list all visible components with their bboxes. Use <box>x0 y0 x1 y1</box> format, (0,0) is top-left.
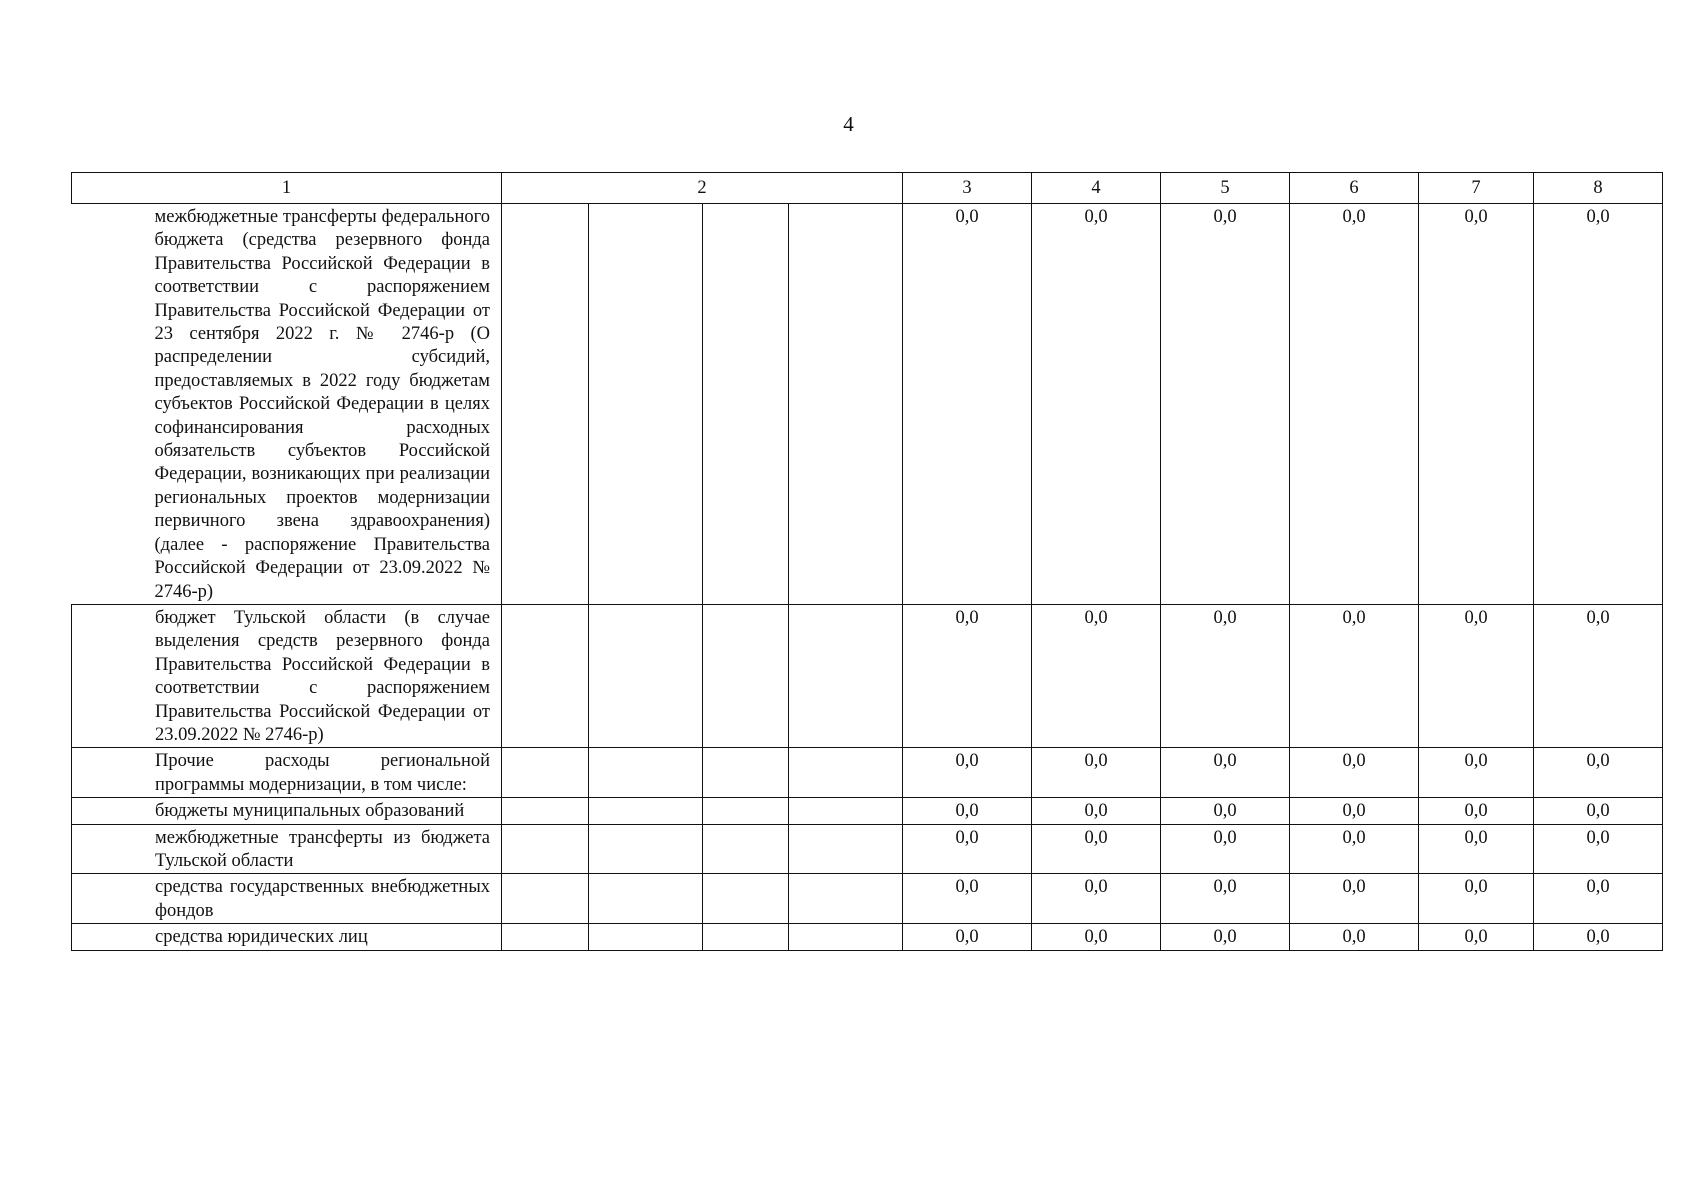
header-cell-col-5: 5 <box>1161 173 1290 204</box>
row-label: средства юридических лиц <box>72 924 502 950</box>
empty-cell <box>789 748 903 798</box>
header-cell-col-8: 8 <box>1534 173 1663 204</box>
row-label: бюджеты муниципальных образований <box>72 798 502 824</box>
value-cell-col-3: 0,0 <box>903 824 1032 874</box>
empty-cell <box>789 874 903 924</box>
value-cell-col-3: 0,0 <box>903 874 1032 924</box>
row-label: бюджет Тульской области (в случае выделения средств резервного фонда Правительства Российской Федерации в соответствии с распоряжением Правительства Российской Федерации от 23.09.2022 № 2746-р) <box>72 604 502 747</box>
value-cell-col-8: 0,0 <box>1534 604 1663 747</box>
empty-cell <box>502 824 589 874</box>
table-row <box>72 824 1663 874</box>
value-cell-col-6: 0,0 <box>1290 748 1419 798</box>
empty-cell <box>703 798 789 824</box>
empty-cell <box>589 874 703 924</box>
table-row <box>72 204 1663 605</box>
value-cell-col-5: 0,0 <box>1161 604 1290 747</box>
table-row <box>72 874 1663 924</box>
value-cell-col-5: 0,0 <box>1161 874 1290 924</box>
empty-cell <box>789 604 903 747</box>
value-cell-col-3: 0,0 <box>903 924 1032 950</box>
header-cell-col-4: 4 <box>1032 173 1161 204</box>
value-cell-col-3: 0,0 <box>903 204 1032 605</box>
value-cell-col-5: 0,0 <box>1161 748 1290 798</box>
header-cell-col-7: 7 <box>1419 173 1534 204</box>
row-label: межбюджетные трансферты из бюджета Тульской области <box>72 824 502 874</box>
value-cell-col-8: 0,0 <box>1534 874 1663 924</box>
value-cell-col-6: 0,0 <box>1290 204 1419 605</box>
value-cell-col-4: 0,0 <box>1032 798 1161 824</box>
value-cell-col-8: 0,0 <box>1534 924 1663 950</box>
value-cell-col-6: 0,0 <box>1290 824 1419 874</box>
empty-cell <box>789 924 903 950</box>
header-cell-col-1: 1 <box>72 173 502 204</box>
value-cell-col-7: 0,0 <box>1419 874 1534 924</box>
value-cell-col-7: 0,0 <box>1419 748 1534 798</box>
empty-cell <box>703 604 789 747</box>
value-cell-col-4: 0,0 <box>1032 874 1161 924</box>
value-cell-col-6: 0,0 <box>1290 874 1419 924</box>
empty-cell <box>589 748 703 798</box>
value-cell-col-7: 0,0 <box>1419 204 1534 605</box>
table-row <box>72 798 1663 824</box>
empty-cell <box>703 924 789 950</box>
value-cell-col-6: 0,0 <box>1290 924 1419 950</box>
empty-cell <box>589 204 703 605</box>
value-cell-col-3: 0,0 <box>903 748 1032 798</box>
value-cell-col-6: 0,0 <box>1290 798 1419 824</box>
value-cell-col-7: 0,0 <box>1419 604 1534 747</box>
empty-cell <box>703 824 789 874</box>
empty-cell <box>502 924 589 950</box>
empty-cell <box>589 824 703 874</box>
empty-cell <box>502 604 589 747</box>
empty-cell <box>789 204 903 605</box>
header-cell-col-6: 6 <box>1290 173 1419 204</box>
value-cell-col-7: 0,0 <box>1419 798 1534 824</box>
row-label: межбюджетные трансферты федерального бюджета (средства резервного фонда Правительства Российской Федерации в соответствии с распоряжением Правительства Российской Федерации от 23 сентября 2022 г. № 2746-р (О распределении субсидий, предоставляемых в 2022 году бюджетам субъектов Российской Федерации в целях софинансирования расходных обязательств субъектов Российской Федерации, возникающих при реализации региональных проектов модернизации первичного звена здравоохранения) (далее - распоряжение Правительства Российской Федерации от 23.09.2022 № 2746-р) <box>72 204 502 605</box>
budget-table <box>71 172 1663 951</box>
value-cell-col-5: 0,0 <box>1161 204 1290 605</box>
table-header-row <box>72 173 1663 204</box>
empty-cell <box>589 798 703 824</box>
table-row <box>72 924 1663 950</box>
value-cell-col-8: 0,0 <box>1534 204 1663 605</box>
value-cell-col-4: 0,0 <box>1032 924 1161 950</box>
empty-cell <box>703 748 789 798</box>
table-row <box>72 748 1663 798</box>
header-cell-col-2: 2 <box>502 173 903 204</box>
value-cell-col-5: 0,0 <box>1161 824 1290 874</box>
value-cell-col-8: 0,0 <box>1534 748 1663 798</box>
value-cell-col-7: 0,0 <box>1419 824 1534 874</box>
empty-cell <box>502 874 589 924</box>
empty-cell <box>703 874 789 924</box>
value-cell-col-4: 0,0 <box>1032 748 1161 798</box>
empty-cell <box>789 798 903 824</box>
value-cell-col-7: 0,0 <box>1419 924 1534 950</box>
empty-cell <box>502 798 589 824</box>
empty-cell <box>589 924 703 950</box>
value-cell-col-6: 0,0 <box>1290 604 1419 747</box>
empty-cell <box>789 824 903 874</box>
empty-cell <box>589 604 703 747</box>
row-label: средства государственных внебюджетных фондов <box>72 874 502 924</box>
value-cell-col-5: 0,0 <box>1161 798 1290 824</box>
page-number: 4 <box>843 112 854 136</box>
value-cell-col-4: 0,0 <box>1032 604 1161 747</box>
header-cell-col-3: 3 <box>903 173 1032 204</box>
value-cell-col-8: 0,0 <box>1534 798 1663 824</box>
value-cell-col-3: 0,0 <box>903 604 1032 747</box>
empty-cell <box>703 204 789 605</box>
value-cell-col-3: 0,0 <box>903 798 1032 824</box>
value-cell-col-8: 0,0 <box>1534 824 1663 874</box>
table-row <box>72 604 1663 747</box>
empty-cell <box>502 204 589 605</box>
value-cell-col-4: 0,0 <box>1032 824 1161 874</box>
empty-cell <box>502 748 589 798</box>
value-cell-col-5: 0,0 <box>1161 924 1290 950</box>
value-cell-col-4: 0,0 <box>1032 204 1161 605</box>
row-label: Прочие расходы региональной программы модернизации, в том числе: <box>72 748 502 798</box>
